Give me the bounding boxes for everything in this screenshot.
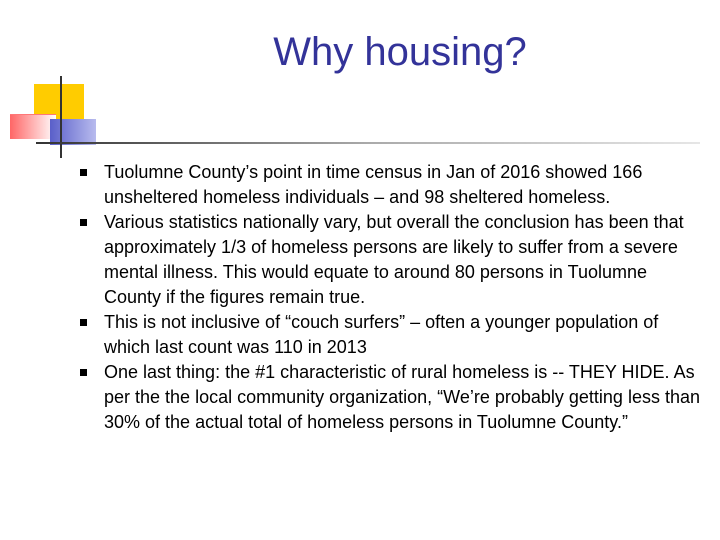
bullet-list xyxy=(80,160,705,435)
bullet-item xyxy=(80,310,705,360)
slide-title: Why housing? xyxy=(273,30,527,74)
square-bullet-icon xyxy=(80,169,87,176)
title-divider-line xyxy=(36,142,700,144)
square-bullet-icon xyxy=(80,319,87,326)
bullet-item xyxy=(80,360,705,435)
square-bullet-icon xyxy=(80,219,87,226)
bullet-item xyxy=(80,210,705,310)
bullet-text: Various statistics nationally vary, but overall the conclusion has been that approximately 1/3 of homeless persons are likely to suffer from a severe mental illness. This would equate to around 80 persons in Tuolumne County if the figures remain true. xyxy=(104,212,684,307)
bullet-text: One last thing: the #1 characteristic of rural homeless is -- THEY HIDE. As per the the local community organization, “We’re probably getting less than 30% of the actual total of homeless persons in Tuolumne County.” xyxy=(104,362,700,432)
bullet-text: Tuolumne County’s point in time census in Jan of 2016 showed 166 unsheltered homeless individuals – and 98 sheltered homeless. xyxy=(104,162,643,207)
square-bullet-icon xyxy=(80,369,87,376)
decor-vertical-line xyxy=(60,76,62,158)
bullet-text: This is not inclusive of “couch surfers” – often a younger population of which last count was 110 in 2013 xyxy=(104,312,659,357)
bullet-item xyxy=(80,160,705,210)
